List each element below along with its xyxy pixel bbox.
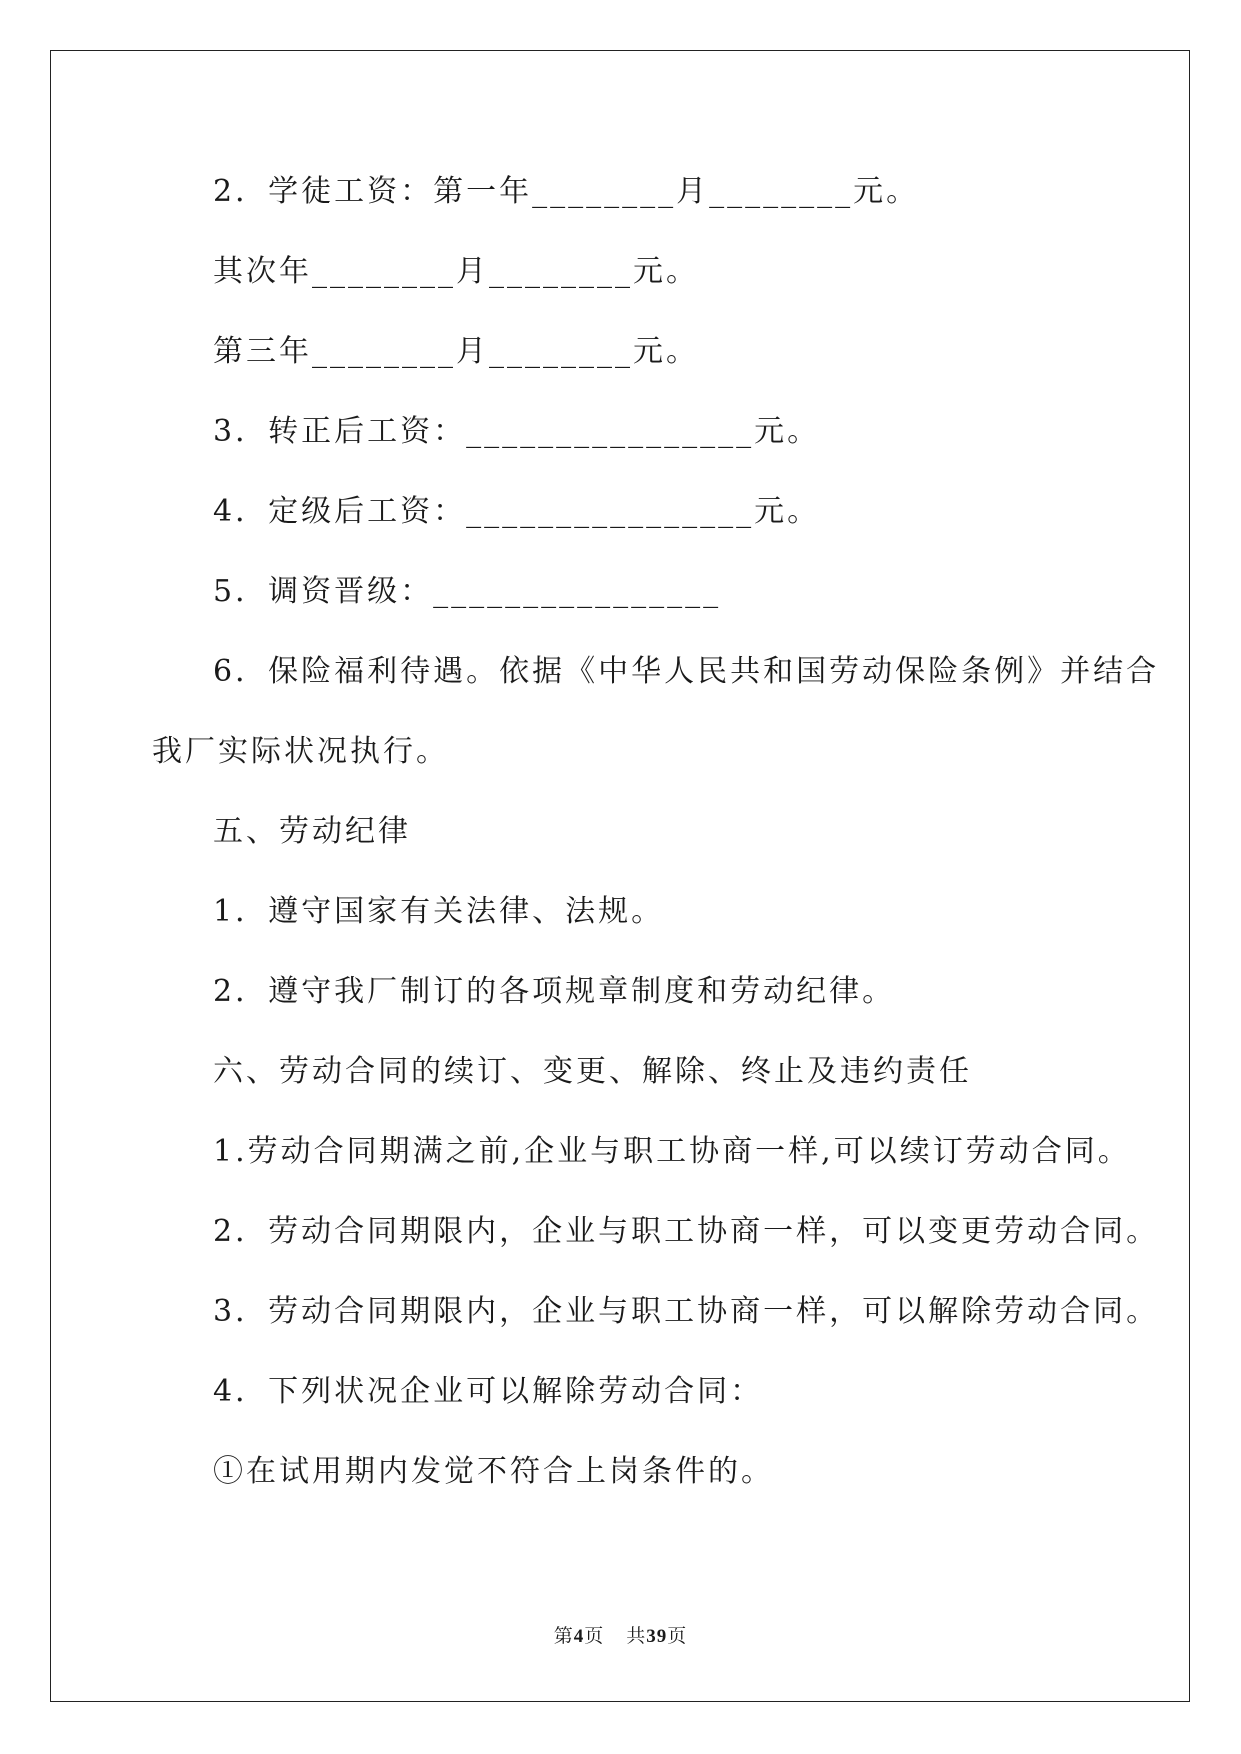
paragraph-apprentice-wage-year1: 2．学徒工资：第一年________月________元。 bbox=[213, 174, 920, 209]
total-suffix: 页 bbox=[667, 1625, 688, 1647]
paragraph-probation-condition: ①在试用期内发觉不符合上岗条件的。 bbox=[213, 1454, 774, 1489]
paragraph-apprentice-wage-year2: 其次年________月________元。 bbox=[213, 254, 699, 289]
section-heading-contract-changes: 六、劳动合同的续订、变更、解除、终止及违约责任 bbox=[213, 1054, 972, 1089]
paragraph-contract-renewal: 1.劳动合同期满之前,企业与职工协商一样,可以续订劳动合同。 bbox=[213, 1134, 1131, 1169]
paragraph-apprentice-wage-year3: 第三年________月________元。 bbox=[213, 334, 699, 369]
paragraph-insurance-benefits: 6．保险福利待遇。依据《中华人民共和国劳动保险条例》并结合 bbox=[213, 654, 1160, 689]
page-prefix: 第 bbox=[553, 1625, 574, 1647]
paragraph-termination-conditions: 4．下列状况企业可以解除劳动合同： bbox=[213, 1374, 764, 1409]
paragraph-insurance-benefits-cont: 我厂实际状况执行。 bbox=[152, 734, 449, 769]
paragraph-contract-change: 2．劳动合同期限内，企业与职工协商一样，可以变更劳动合同。 bbox=[213, 1214, 1160, 1249]
page-number: 4 bbox=[573, 1626, 585, 1647]
paragraph-discipline-1: 1．遵守国家有关法律、法规。 bbox=[213, 894, 665, 929]
page-footer bbox=[0, 1624, 1241, 1649]
paragraph-wage-adjustment: 5．调资晋级：________________ bbox=[213, 574, 722, 609]
page-suffix: 页 bbox=[584, 1625, 605, 1647]
total-pages: 39 bbox=[646, 1626, 668, 1647]
paragraph-graded-wage: 4．定级后工资：________________元。 bbox=[213, 494, 821, 529]
paragraph-regular-wage: 3．转正后工资：________________元。 bbox=[213, 414, 821, 449]
paragraph-contract-termination: 3．劳动合同期限内，企业与职工协商一样，可以解除劳动合同。 bbox=[213, 1294, 1160, 1329]
section-heading-labor-discipline: 五、劳动纪律 bbox=[213, 814, 411, 849]
paragraph-discipline-2: 2．遵守我厂制订的各项规章制度和劳动纪律。 bbox=[213, 974, 896, 1009]
total-prefix: 共 bbox=[626, 1625, 647, 1647]
